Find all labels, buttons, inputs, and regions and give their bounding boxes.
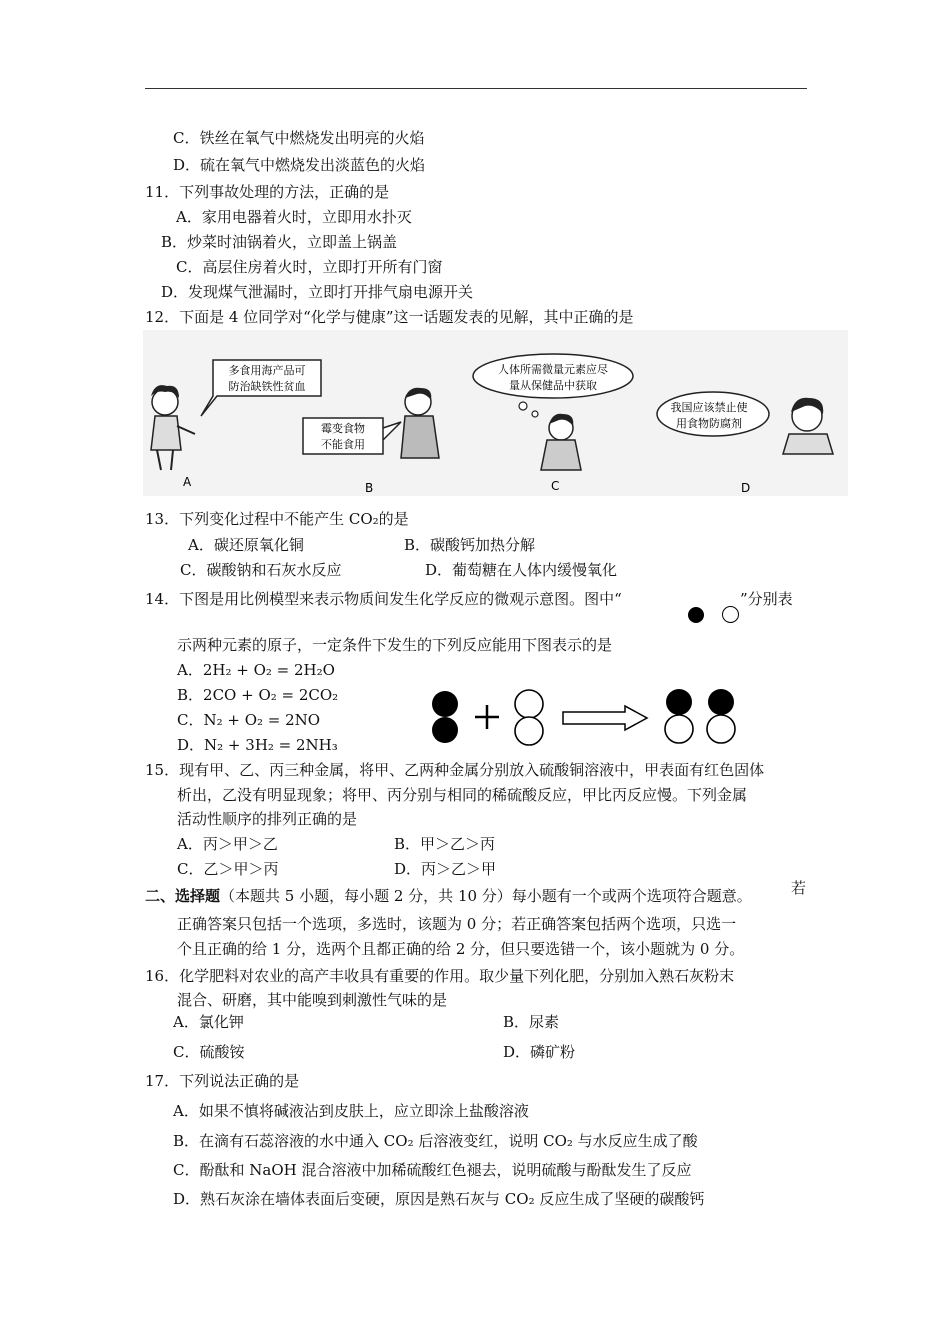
q14-option-d: D．N₂ + 3H₂ = 2NH₃ xyxy=(177,736,338,754)
reaction-model-diagram xyxy=(425,682,755,754)
reactant-black-atom-2 xyxy=(432,717,458,743)
q11-stem: 11．下列事故处理的方法，正确的是 xyxy=(145,183,390,201)
q11-option-d: D．发现煤气泄漏时，立即打开排气扇电源开关 xyxy=(161,283,474,301)
section2-line1 xyxy=(145,886,752,906)
section2-instructions: （本题共 5 小题，每小题 2 分，共 10 分）每小题有一个或两个选项符合题意。 xyxy=(220,887,752,905)
arrow-icon xyxy=(563,706,647,730)
reactant-black-atom-1 xyxy=(432,691,458,717)
reactant-white-atom-2 xyxy=(515,717,543,745)
q16-line2: 混合、研磨，其中能嗅到刺激性气味的是 xyxy=(177,991,448,1009)
q15-option-a: A．丙＞甲＞乙 xyxy=(177,835,278,853)
q13-option-d: D．葡萄糖在人体内缓慢氧化 xyxy=(425,561,618,579)
q11-option-c: C．高层住房着火时，立即打开所有门窗 xyxy=(176,258,443,276)
q16-option-b: B．尿素 xyxy=(503,1013,560,1031)
q15-option-c: C．乙＞甲＞丙 xyxy=(177,860,279,878)
label-b: B xyxy=(365,481,374,495)
q11-option-a: A．家用电器着火时，立即用水扑灭 xyxy=(176,208,412,226)
q14-option-b: B．2CO + O₂ = 2CO₂ xyxy=(177,686,339,704)
q15-option-d: D．丙＞乙＞甲 xyxy=(394,860,497,878)
reactant-white-atom-1 xyxy=(515,690,543,718)
q13-option-b: B．碳酸钙加热分解 xyxy=(404,536,536,554)
product-white-atom-2 xyxy=(707,715,735,743)
section2-line2: 正确答案只包括一个选项，多选时，该题为 0 分；若正确答案包括两个选项，只选一 xyxy=(177,915,737,933)
bubble-d-line2: 用食物防腐剂 xyxy=(676,417,742,430)
label-a: A xyxy=(183,475,192,489)
header-rule xyxy=(145,88,807,89)
label-d: D xyxy=(741,481,751,495)
q10-option-d: D．硫在氧气中燃烧发出淡蓝色的火焰 xyxy=(173,156,426,174)
q17-option-b: B．在滴有石蕊溶液的水中通入 CO₂ 后溶液变红，说明 CO₂ 与水反应生成了酸 xyxy=(173,1132,698,1150)
q17-stem: 17．下列说法正确的是 xyxy=(145,1072,300,1090)
q16-option-a: A．氯化钾 xyxy=(173,1013,244,1031)
bubble-b-line1: 霉变食物 xyxy=(321,422,365,435)
q12-stem: 12．下面是 4 位同学对“化学与健康”这一话题发表的见解，其中正确的是 xyxy=(145,308,634,326)
q16-line1: 16．化学肥料对农业的高产丰收具有重要的作用。取少量下列化肥，分别加入熟石灰粉末 xyxy=(145,967,735,985)
bubble-b-line2: 不能食用 xyxy=(321,438,365,451)
black-atom-icon xyxy=(688,607,704,623)
product-black-atom-2 xyxy=(708,689,734,715)
plus-icon xyxy=(475,705,499,729)
q15-line1: 15．现有甲、乙、丙三种金属，将甲、乙两种金属分别放入硫酸铜溶液中，甲表面有红色固体 xyxy=(145,761,765,779)
q13-option-a: A．碳还原氧化铜 xyxy=(188,536,304,554)
section2-title: 二、选择题 xyxy=(145,887,221,905)
q13-option-c: C．碳酸钠和石灰水反应 xyxy=(180,561,342,579)
product-black-atom-1 xyxy=(666,689,692,715)
q14-stem-part1: 14．下图是用比例模型来表示物质间发生化学反应的微观示意图。图中“ xyxy=(145,590,622,608)
q15-line2: 析出，乙没有明显现象；将甲、丙分别与相同的稀硫酸反应，甲比丙反应慢。下列金属 xyxy=(177,786,748,804)
q16-option-d: D．磷矿粉 xyxy=(503,1043,576,1061)
q14-stem-line2: 示两种元素的原子，一定条件下发生的下列反应能用下图表示的是 xyxy=(177,636,613,654)
bubble-c-line1: 人体所需微量元素应尽 xyxy=(498,363,608,376)
bubble-c-line2: 量从保健品中获取 xyxy=(509,379,597,392)
bubble-a-line2: 防治缺铁性贫血 xyxy=(228,380,306,393)
q11-option-b: B．炒菜时油锅着火，立即盖上锅盖 xyxy=(161,233,398,251)
q13-stem: 13．下列变化过程中不能产生 CO₂的是 xyxy=(145,510,409,528)
q15-line3: 活动性顺序的排列正确的是 xyxy=(177,810,358,828)
q17-option-c: C．酚酞和 NaOH 混合溶液中加稀硫酸红色褪去，说明硫酸与酚酞发生了反应 xyxy=(173,1161,692,1179)
section2-line3: 个且正确的给 1 分，选两个且都正确的给 2 分，但只要选错一个，该小题就为 0 分。 xyxy=(177,940,745,958)
q14-stem-part2: ”分别表 xyxy=(740,590,793,608)
q16-option-c: C．硫酸铵 xyxy=(173,1043,245,1061)
bubble-a-line1: 多食用海产品可 xyxy=(228,364,306,377)
q17-option-d: D．熟石灰涂在墙体表面后变硬，原因是熟石灰与 CO₂ 反应生成了坚硬的碳酸钙 xyxy=(173,1190,705,1208)
product-white-atom-1 xyxy=(665,715,693,743)
bubble-d-line1: 我国应该禁止使 xyxy=(670,401,748,414)
q15-option-b: B．甲＞乙＞丙 xyxy=(394,835,496,853)
q14-stem-line1 xyxy=(145,589,622,609)
white-atom-icon xyxy=(722,606,739,623)
q14-option-c: C．N₂ + O₂ = 2NO xyxy=(177,711,321,729)
q17-option-a: A．如果不慎将碱液沾到皮肤上，应立即涂上盐酸溶液 xyxy=(173,1102,529,1120)
q10-option-c: C．铁丝在氧气中燃烧发出明亮的火焰 xyxy=(173,129,425,147)
health-opinions-cartoon xyxy=(143,330,848,496)
q14-option-a: A．2H₂ + O₂ = 2H₂O xyxy=(177,661,335,679)
label-c: C xyxy=(551,479,560,493)
section2-ruo: 若 xyxy=(791,879,807,897)
